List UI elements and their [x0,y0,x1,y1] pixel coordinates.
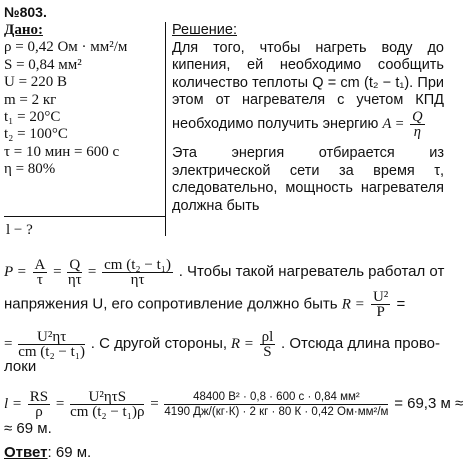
fraction [67,258,82,287]
equals-sign: = [55,395,65,412]
formula-R2-line [4,330,440,359]
fraction [28,390,50,419]
given-block [4,22,164,179]
given-line: m = 2 кг [4,91,57,108]
formula-R-lhs: R = [341,296,365,313]
formula-R-lhs: R = [230,335,254,352]
formula-l-lhs: l = [4,395,23,412]
fraction-num: ρl [261,329,274,345]
fraction [33,258,48,287]
fraction-den: ητ [67,272,82,288]
result-value: = 69,3 м ≈ [394,394,463,412]
solution-text: . Отсюда длина прово- [281,334,441,352]
fraction-den: cm (t₂ − t₁) [18,344,86,360]
fraction-den: η [413,123,421,140]
fraction-num: U² [372,289,389,305]
fraction-den: τ [36,272,43,288]
fraction-num: cm (t₂ − t₁) [104,257,171,273]
equals-sign: = [150,395,159,412]
solution-text: напряжения U, его сопротивление должно быть [4,295,338,313]
fraction-num: A [34,257,46,273]
given-divider-horizontal [4,216,166,217]
solution-text-1: Для того, чтобы нагреть воду до кипения, ей необходимо сообщить количество теплоты Q = cm (t₂ − t₁). При этом от нагревателя с учетом КПД необходимо получить энергию [172,39,444,132]
equals-sign: = [87,263,97,280]
given-line: ρ = 0,42 Ом · мм²/м [4,39,128,56]
fraction-den: 4190 Дж/(кг·К) · 2 кг · 80 К · 0,42 Ом·мм²/м [164,406,389,418]
formula-A-lhs: A = [382,115,405,132]
result-approx: ≈ 69 м. [4,420,52,437]
fraction [410,110,424,139]
fraction-num: U²ητS [70,390,144,405]
solution-text: . Чтобы такой нагреватель работал от [178,262,445,280]
fraction [18,330,85,359]
fraction [164,390,388,419]
formula-A [382,108,426,140]
fraction [70,390,144,419]
given-line: S = 0,84 мм² [4,56,82,73]
fraction-num: 48400 В² · 0,8 · 600 с · 0,84 мм² [164,390,388,405]
given-line: t₂ = 100°С [4,126,68,143]
fraction-num: U²ητ [18,330,85,345]
equals-sign: = [53,263,62,280]
given-line: τ = 10 мин = 600 с [4,143,120,160]
fraction [260,330,276,359]
answer-label: Ответ [4,444,48,461]
solution-para-2: Эта энергия отбирается из электрической сети за время τ, следовательно, мощность нагревателя должна быть [172,144,444,214]
given-line: η = 80% [4,161,56,178]
find-line: l − ? [6,222,33,238]
formula-P-line [4,258,444,287]
answer-line [4,444,91,461]
fraction-den: S [263,344,272,360]
fraction-den: ητ [130,272,145,288]
solution-para-1 [172,40,444,139]
fraction-den: ρ [35,404,43,420]
solution-text: локи [4,358,37,375]
formula-P-lhs: P = [4,263,27,280]
formula-l-line [4,390,463,419]
given-heading: Дано: [4,22,43,38]
answer-value: : 69 м. [47,444,92,461]
fraction [102,258,173,287]
given-divider-vertical [165,22,166,236]
solution-text: . С другой стороны, [90,334,228,352]
problem-number: №803. [4,4,47,20]
solution-heading: Решение: [172,22,237,38]
given-line: U = 220 В [4,74,68,91]
fraction [371,290,390,319]
fraction-num: Q [412,108,423,125]
fraction-num: RS [29,389,49,405]
solution-block [172,22,444,215]
fraction-den: cm (t₂ − t₁)ρ [70,404,145,420]
given-line: t₁ = 20°С [4,109,61,126]
equals-sign: = [396,295,406,313]
equals-sign: = [4,335,13,352]
fraction-den: P [376,304,385,320]
formula-R-line [4,290,405,319]
fraction-num: Q [69,257,81,273]
